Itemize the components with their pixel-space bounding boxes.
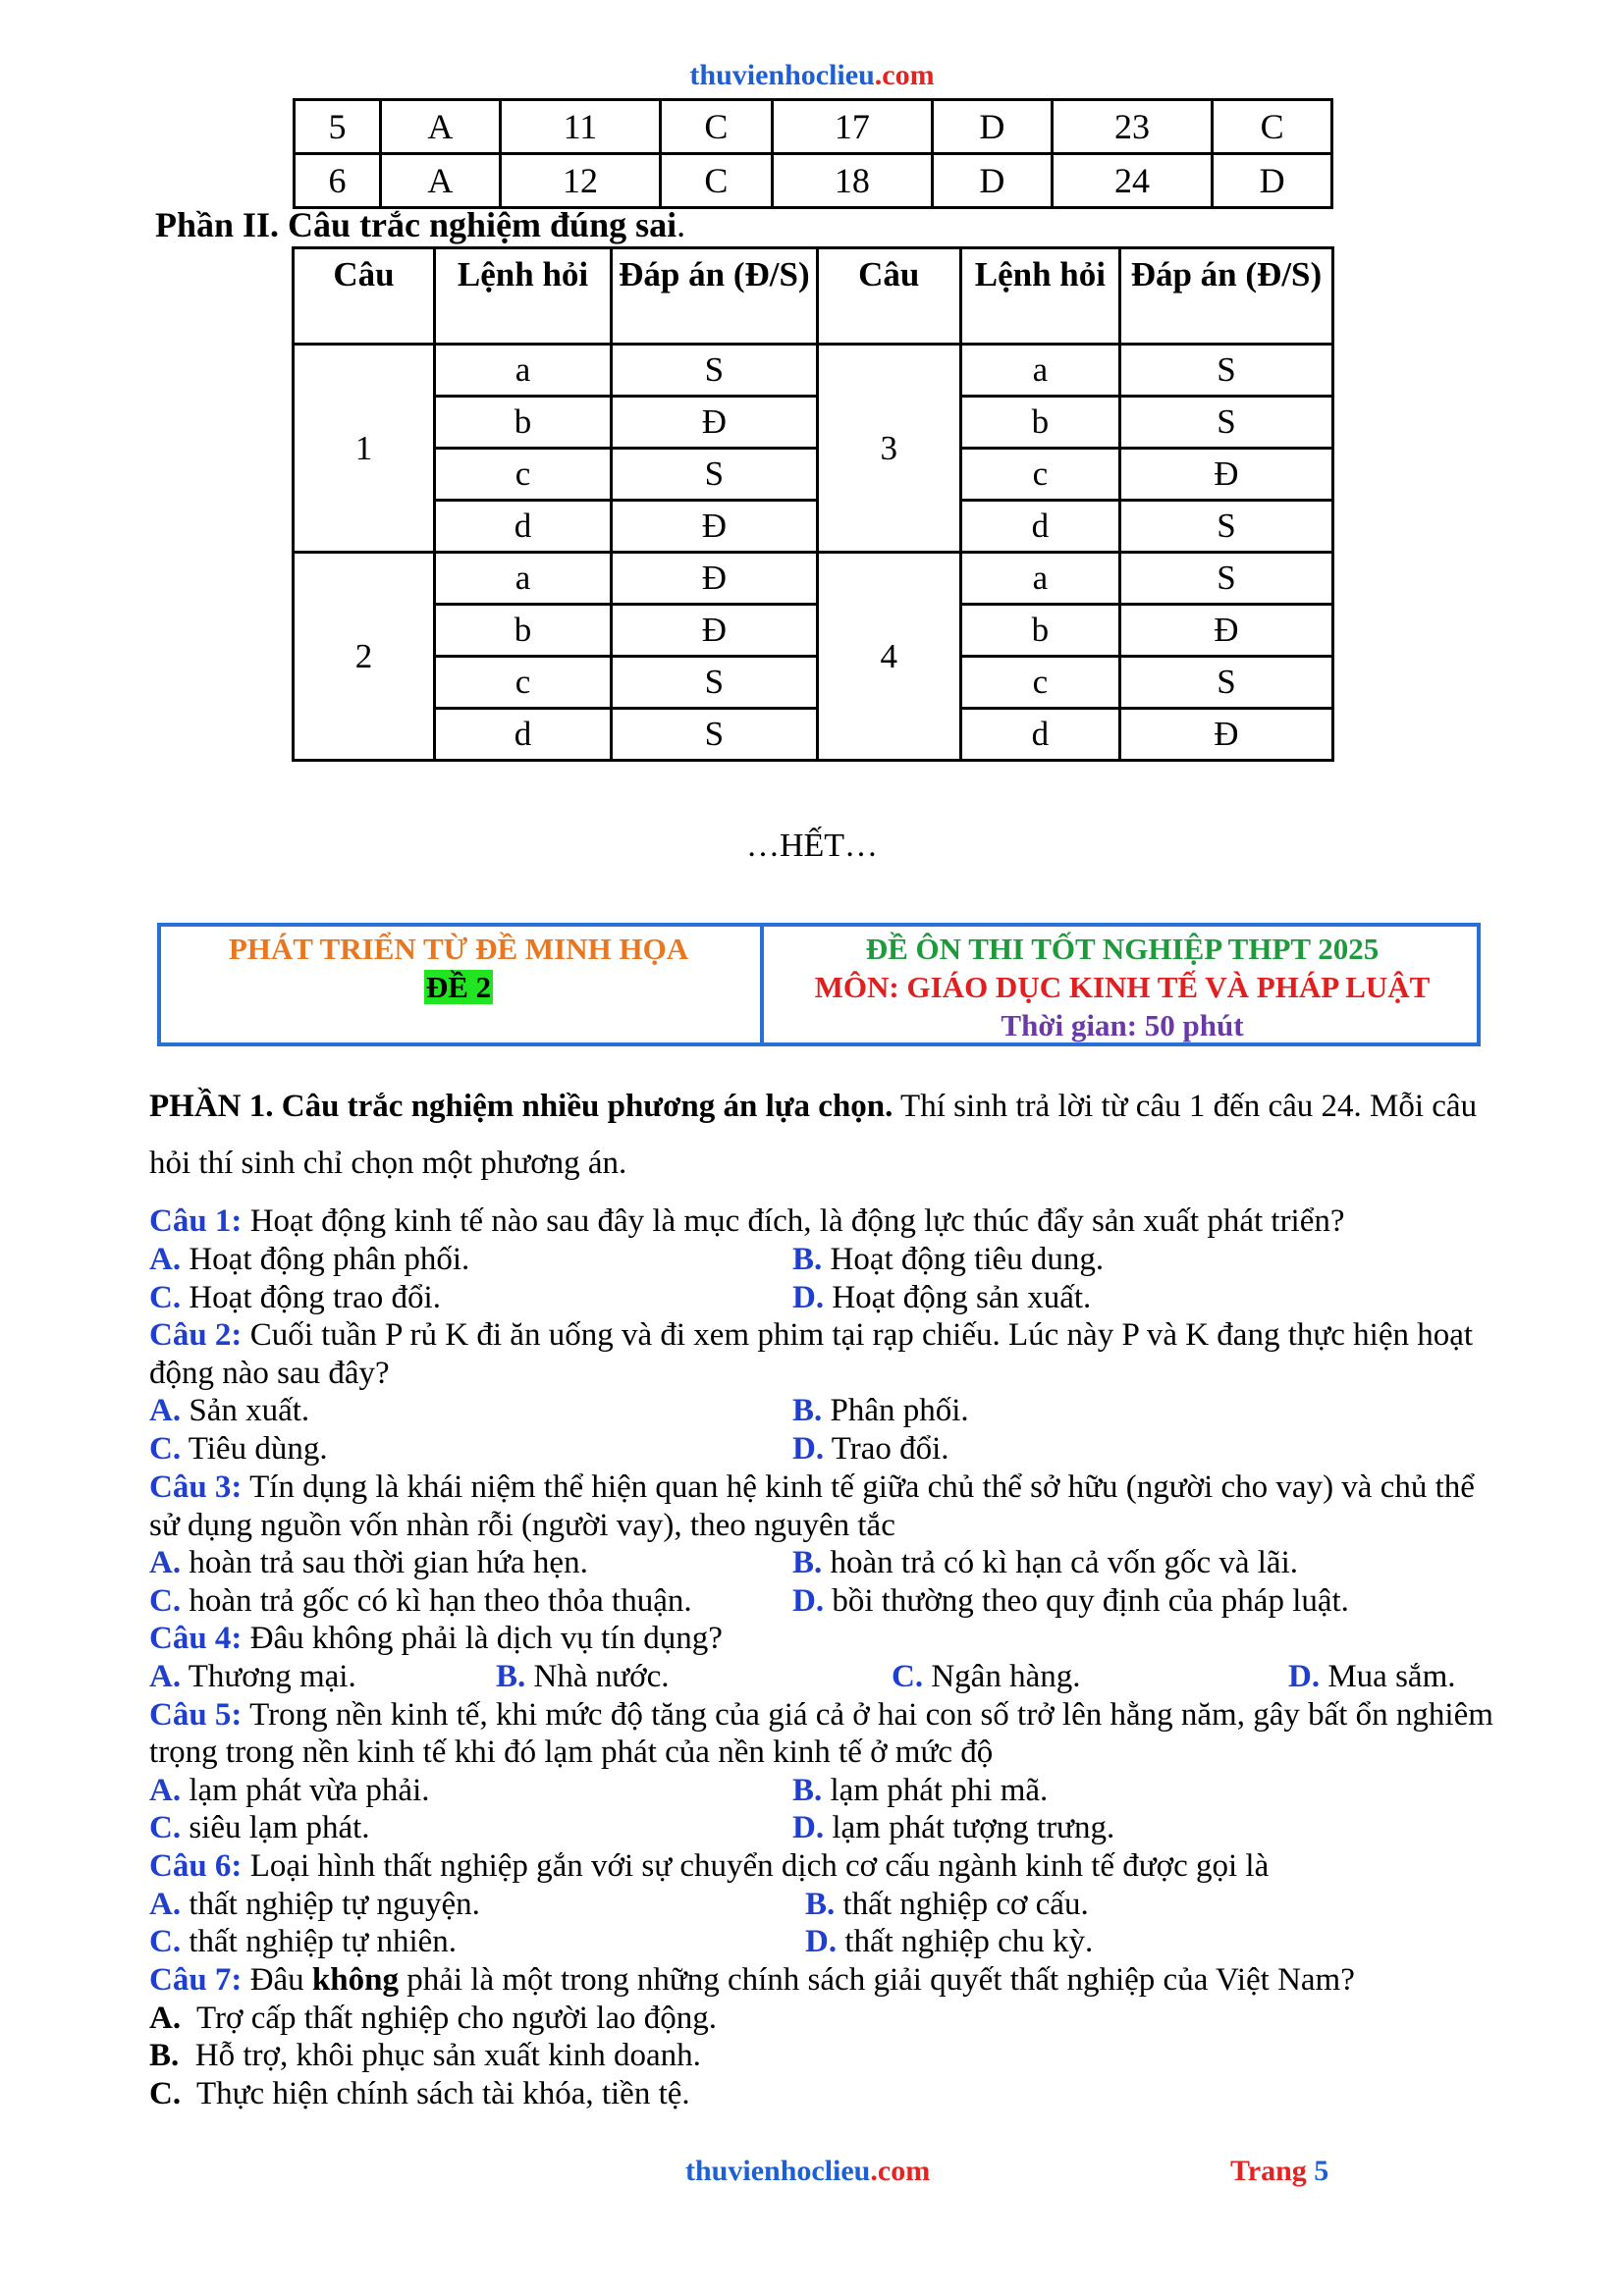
option-letter: D.	[792, 1280, 825, 1315]
option-a	[149, 1886, 480, 1924]
exam-header-box	[157, 923, 1481, 1046]
option-text: Phân phối.	[830, 1393, 969, 1428]
exam-info-column	[760, 927, 1481, 1042]
option-text: hoàn trả có kì hạn cả vốn gốc và lãi.	[830, 1545, 1299, 1580]
option-text: Trợ cấp thất nghiệp cho người lao động.	[196, 2001, 717, 2036]
header-brand-name: thuvienhoclieu	[689, 59, 875, 91]
table-row	[294, 709, 1333, 761]
part2-answer-table	[292, 246, 1334, 762]
question-5	[149, 1696, 1493, 1735]
table-cell: S	[612, 709, 818, 761]
table-cell: 24	[1052, 154, 1213, 208]
option-letter: D.	[792, 1583, 825, 1619]
option-d	[792, 1582, 1349, 1621]
option-letter: B.	[792, 1242, 823, 1277]
option-text: Nhà nước.	[533, 1659, 670, 1694]
table-cell: S	[1119, 657, 1332, 709]
option-c	[149, 1430, 328, 1468]
question-text-continued: trọng trong nền kinh tế khi đó lạm phát của nền kinh tế ở mức độ	[149, 1735, 994, 1770]
section1-intro-line2: hỏi thí sinh chỉ chọn một phương án.	[149, 1146, 627, 1181]
option-c	[149, 2075, 690, 2113]
table-cell: 17	[772, 100, 933, 154]
question-number: 4	[817, 553, 960, 761]
option-text: hoàn trả sau thời gian hứa hẹn.	[189, 1545, 588, 1580]
table-row	[295, 154, 1332, 208]
table-cell: C	[661, 154, 772, 208]
question-6	[149, 1847, 1269, 1886]
option-letter: C.	[149, 1431, 182, 1467]
option-d	[792, 1279, 1091, 1317]
option-letter: A.	[149, 2001, 182, 2036]
question-text: Hoạt động kinh tế nào sau đây là mục đích, là động lực thúc đẩy sản xuất phát triển?	[242, 1203, 1345, 1239]
page-label: Trang	[1230, 2155, 1307, 2187]
option-letter: B.	[496, 1659, 526, 1694]
question-4	[149, 1620, 723, 1658]
option-text: lạm phát tượng trưng.	[832, 1810, 1115, 1845]
option-a	[149, 1544, 588, 1582]
table-cell: c	[435, 657, 612, 709]
question-label: Câu 1:	[149, 1203, 243, 1239]
table-cell: 5	[295, 100, 381, 154]
question-number: 1	[294, 345, 435, 553]
exam-subject: MÔN: GIÁO DỤC KINH TẾ VÀ PHÁP LUẬT	[814, 970, 1431, 1004]
question-label: Câu 4:	[149, 1621, 243, 1656]
option-letter: A.	[149, 1887, 182, 1922]
section1-intro-line1	[149, 1088, 1477, 1126]
option-b	[496, 1658, 669, 1696]
option-letter: B.	[792, 1545, 823, 1580]
table-cell: D	[933, 154, 1053, 208]
table-cell: Đ	[612, 501, 818, 553]
table-cell: b	[435, 397, 612, 449]
option-b	[792, 1544, 1298, 1582]
question-label: Câu 7:	[149, 1962, 243, 1998]
table-cell: Đ	[1119, 449, 1332, 501]
option-letter: C.	[892, 1659, 924, 1694]
question-text: Loại hình thất nghiệp gắn với sự chuyển dịch cơ cấu ngành kinh tế được gọi là	[242, 1848, 1270, 1884]
option-b	[792, 1241, 1104, 1279]
option-text: Hoạt động trao đổi.	[189, 1280, 441, 1315]
option-c	[149, 1923, 457, 1961]
exam-number: ĐỀ 2	[425, 970, 492, 1004]
option-text: lạm phát vừa phải.	[189, 1773, 430, 1808]
option-b	[792, 1392, 969, 1430]
option-letter: C.	[149, 1280, 182, 1315]
option-a	[149, 1772, 430, 1810]
option-letter: B.	[792, 1393, 823, 1428]
table-row	[294, 605, 1333, 657]
option-letter: A.	[149, 1242, 182, 1277]
option-a	[149, 1658, 356, 1696]
option-letter: D.	[805, 1924, 838, 1959]
header-brand-domain: .com	[874, 59, 935, 91]
option-letter: D.	[1288, 1659, 1321, 1694]
table-cell: b	[960, 605, 1119, 657]
option-d	[805, 1923, 1093, 1961]
page-number	[1230, 2155, 1328, 2188]
table-cell: D	[933, 100, 1053, 154]
option-d	[792, 1809, 1114, 1847]
column-header: Lệnh hỏi	[960, 248, 1119, 345]
option-letter: B.	[805, 1887, 836, 1922]
option-letter: A.	[149, 1773, 182, 1808]
option-b	[149, 2037, 701, 2075]
table-cell: 6	[295, 154, 381, 208]
option-text: Hoạt động tiêu dung.	[830, 1242, 1105, 1277]
option-text: Hỗ trợ, khôi phục sản xuất kinh doanh.	[194, 2038, 701, 2073]
table-cell: S	[1119, 397, 1332, 449]
exam-source: PHÁT TRIỂN TỪ ĐỀ MINH HỌA	[228, 932, 689, 966]
column-header: Đáp án (Đ/S)	[1119, 248, 1332, 345]
table-cell: D	[1213, 154, 1332, 208]
table-cell: Đ	[1119, 605, 1332, 657]
end-marker: …HẾT…	[745, 828, 879, 864]
option-letter: A.	[149, 1545, 182, 1580]
table-cell: S	[1119, 553, 1332, 605]
option-text: Hoạt động phân phối.	[189, 1242, 470, 1277]
question-text: Tín dụng là khái niệm thể hiện quan hệ kinh tế giữa chủ thể sở hữu (người cho vay) và chủ thể	[242, 1469, 1475, 1505]
part2-title-text: Phần II. Câu trắc nghiệm đúng sai	[155, 205, 677, 244]
footer-brand	[685, 2155, 930, 2188]
question-1	[149, 1202, 1345, 1241]
option-text: Thương mại.	[188, 1659, 356, 1694]
table-cell: d	[435, 501, 612, 553]
table-row	[294, 345, 1333, 397]
option-text: thất nghiệp tự nguyện.	[189, 1887, 480, 1922]
option-letter: B.	[149, 2038, 180, 2073]
option-b	[792, 1772, 1048, 1810]
option-text: Hoạt động sản xuất.	[832, 1280, 1092, 1315]
option-text: thất nghiệp cơ cấu.	[842, 1887, 1089, 1922]
option-c	[892, 1658, 1080, 1696]
option-a	[149, 1392, 309, 1430]
table-row	[295, 100, 1332, 154]
option-text: thất nghiệp chu kỳ.	[844, 1924, 1094, 1959]
table-cell: a	[435, 345, 612, 397]
question-text: Trong nền kinh tế, khi mức độ tăng của giá cả ở hai con số trở lên hằng năm, gây bất ổn nghiêm	[242, 1697, 1493, 1733]
table-row	[294, 449, 1333, 501]
header-brand	[0, 59, 1624, 92]
table-cell: 12	[500, 154, 661, 208]
option-letter: C.	[149, 2076, 182, 2111]
option-c	[149, 1279, 441, 1317]
question-7	[149, 1961, 1355, 2000]
table-cell: Đ	[612, 605, 818, 657]
option-a	[149, 2000, 717, 2038]
question-text-continued: động nào sau đây?	[149, 1356, 390, 1391]
table-cell: d	[435, 709, 612, 761]
option-text: lạm phát phi mã.	[830, 1773, 1049, 1808]
table-row	[294, 397, 1333, 449]
table-cell: S	[1119, 345, 1332, 397]
table-cell: Đ	[612, 397, 818, 449]
question-label: Câu 5:	[149, 1697, 243, 1733]
table-cell: 18	[772, 154, 933, 208]
column-header: Đáp án (Đ/S)	[612, 248, 818, 345]
table-cell: a	[435, 553, 612, 605]
table-cell: d	[960, 501, 1119, 553]
table-cell: a	[960, 553, 1119, 605]
option-text: siêu lạm phát.	[189, 1810, 370, 1845]
section1-title: PHẦN 1. Câu trắc nghiệm nhiều phương án lựa chọn.	[149, 1089, 893, 1124]
question-text-continued: sử dụng nguồn vốn nhàn rỗi (người vay), theo nguyên tắc	[149, 1508, 895, 1543]
option-letter: C.	[149, 1924, 182, 1959]
table-cell: c	[960, 449, 1119, 501]
table-cell: 11	[500, 100, 661, 154]
option-d	[792, 1430, 949, 1468]
table-cell: C	[661, 100, 772, 154]
question-label: Câu 2:	[149, 1317, 243, 1353]
table-cell: C	[1213, 100, 1332, 154]
page-value: 5	[1314, 2155, 1329, 2187]
option-letter: D.	[792, 1810, 825, 1845]
option-text: bồi thường theo quy định của pháp luật.	[832, 1583, 1349, 1619]
option-letter: D.	[792, 1431, 825, 1467]
question-text: phải là một trong những chính sách giải quyết thất nghiệp của Việt Nam?	[398, 1962, 1355, 1998]
column-header: Câu	[817, 248, 960, 345]
exam-duration: Thời gian: 50 phút	[1001, 1008, 1244, 1042]
question-2	[149, 1316, 1473, 1355]
option-text: Sản xuất.	[189, 1393, 310, 1428]
question-number: 2	[294, 553, 435, 761]
table-cell: S	[612, 657, 818, 709]
footer-brand-name: thuvienhoclieu	[685, 2155, 871, 2187]
part2-title	[155, 204, 685, 245]
table-cell: d	[960, 709, 1119, 761]
question-label: Câu 3:	[149, 1469, 243, 1505]
option-letter: C.	[149, 1583, 182, 1619]
table-row	[294, 553, 1333, 605]
footer-brand-domain: .com	[870, 2155, 931, 2187]
table-cell: b	[960, 397, 1119, 449]
table-cell: Đ	[1119, 709, 1332, 761]
question-text: Cuối tuần P rủ K đi ăn uống và đi xem phim tại rạp chiếu. Lúc này P và K đang thực hiện hoạt	[242, 1317, 1474, 1353]
table-cell: c	[435, 449, 612, 501]
option-d	[1288, 1658, 1456, 1696]
question-label: Câu 6:	[149, 1848, 243, 1884]
part1-answer-table	[293, 98, 1333, 209]
table-cell: S	[612, 345, 818, 397]
section1-instruction: Thí sinh trả lời từ câu 1 đến câu 24. Mỗi câu	[893, 1089, 1478, 1124]
option-c	[149, 1809, 370, 1847]
option-letter: B.	[792, 1773, 823, 1808]
option-letter: A.	[149, 1393, 182, 1428]
question-emphasis: không	[311, 1962, 399, 1998]
table-cell: A	[381, 154, 501, 208]
table-cell: b	[435, 605, 612, 657]
table-cell: S	[1119, 501, 1332, 553]
option-a	[149, 1241, 469, 1279]
option-text: Ngân hàng.	[931, 1659, 1081, 1694]
option-text: Mua sắm.	[1327, 1659, 1456, 1694]
part2-title-tail: .	[677, 205, 686, 244]
option-b	[805, 1886, 1089, 1924]
option-letter: A.	[149, 1659, 182, 1694]
table-cell: Đ	[612, 553, 818, 605]
exam-title: ĐỀ ÔN THI TỐT NGHIỆP THPT 2025	[865, 932, 1380, 966]
question-3	[149, 1468, 1475, 1507]
option-text: Thực hiện chính sách tài khóa, tiền tệ.	[196, 2076, 690, 2111]
table-cell: S	[612, 449, 818, 501]
table-row	[294, 501, 1333, 553]
table-cell: 23	[1052, 100, 1213, 154]
table-cell: A	[381, 100, 501, 154]
option-text: hoàn trả gốc có kì hạn theo thỏa thuận.	[189, 1583, 692, 1619]
question-number: 3	[817, 345, 960, 553]
option-text: Tiêu dùng.	[188, 1431, 328, 1467]
option-c	[149, 1582, 692, 1621]
column-header: Lệnh hỏi	[435, 248, 612, 345]
table-header-row	[294, 248, 1333, 345]
option-letter: C.	[149, 1810, 182, 1845]
exam-source-column	[161, 927, 756, 1042]
table-cell: c	[960, 657, 1119, 709]
column-header: Câu	[294, 248, 435, 345]
option-text: Trao đổi.	[831, 1431, 949, 1467]
table-cell: a	[960, 345, 1119, 397]
question-text: Đâu không phải là dịch vụ tín dụng?	[242, 1621, 723, 1656]
question-text: Đâu	[242, 1962, 312, 1998]
option-text: thất nghiệp tự nhiên.	[189, 1924, 458, 1959]
table-row	[294, 657, 1333, 709]
